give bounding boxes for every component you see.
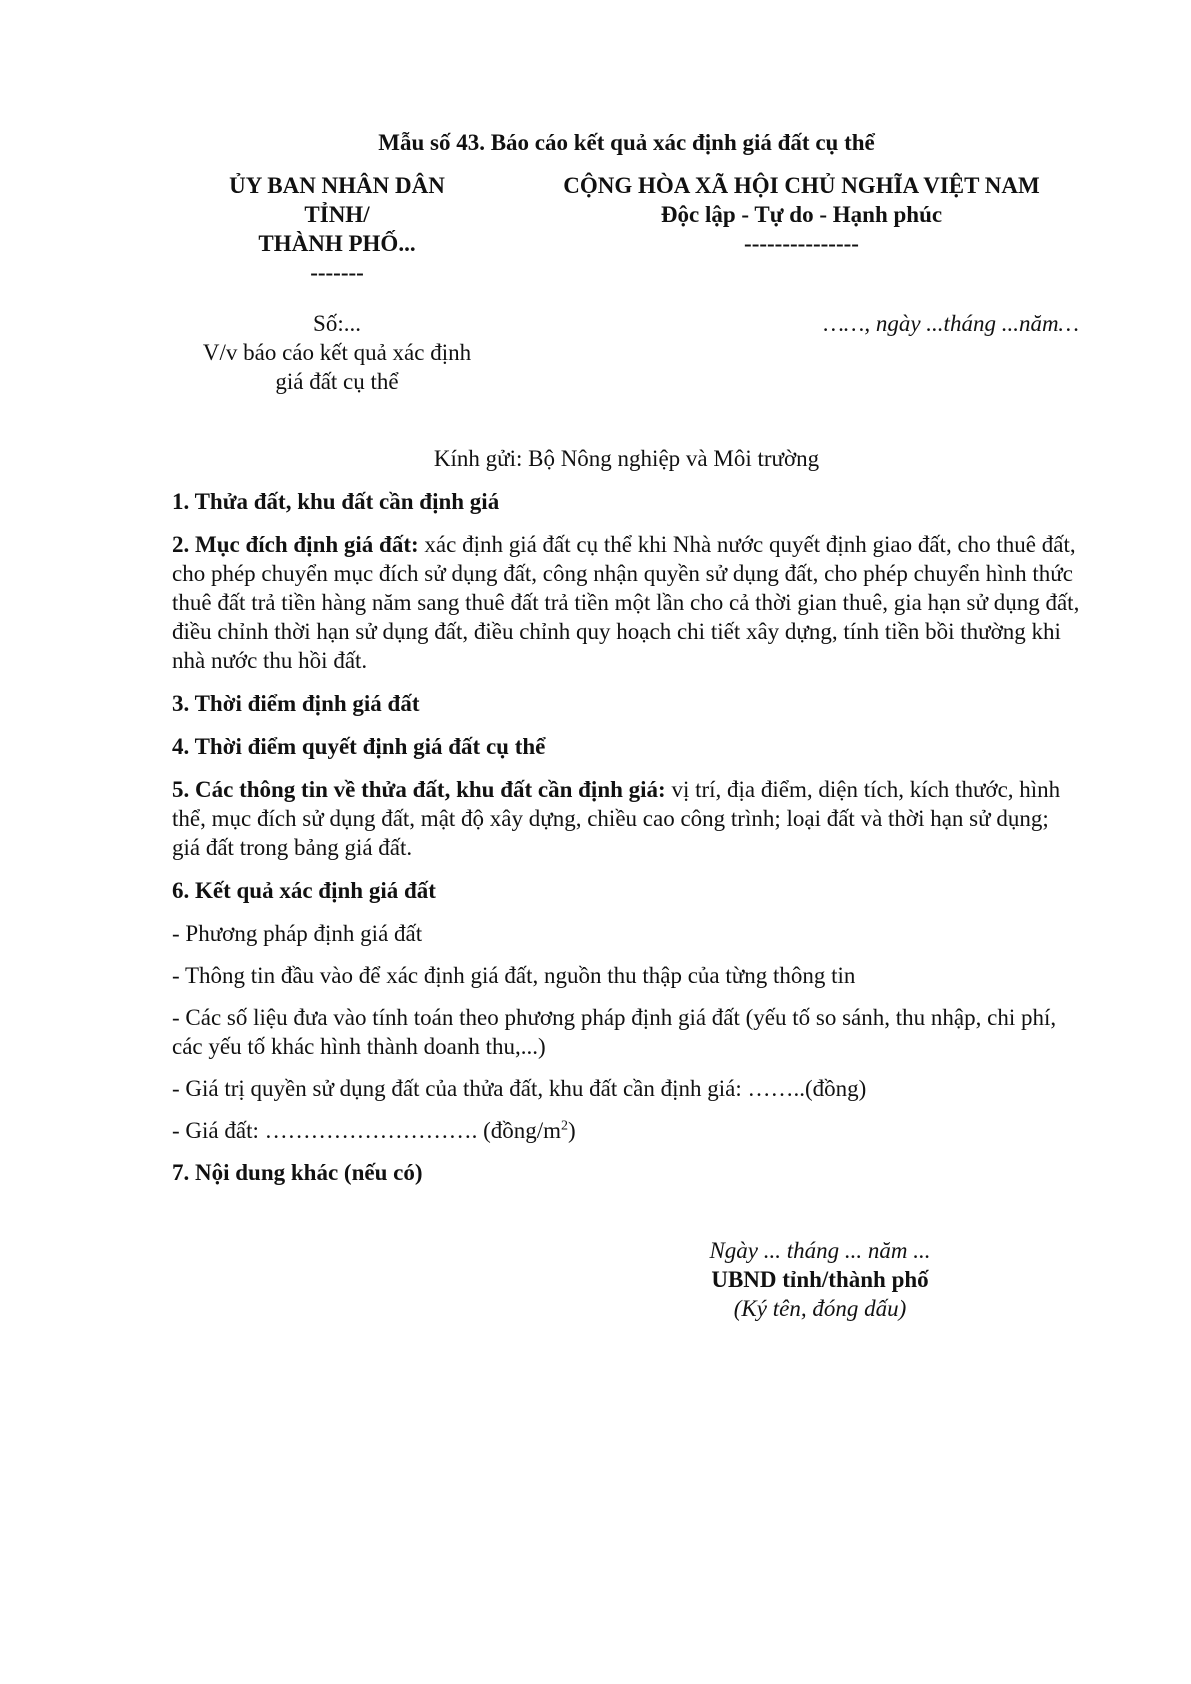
section-6-heading: 6. Kết quả xác định giá đất	[172, 878, 436, 903]
meta-block	[172, 309, 1081, 396]
section-7	[172, 1158, 1081, 1187]
price-suffix: )	[568, 1118, 576, 1143]
section-6-item: - Các số liệu đưa vào tính toán theo phương pháp định giá đất (yếu tố so sánh, thu nhập, chi phí, các yếu tố khác hình thành doanh thu,...)	[172, 1005, 1057, 1059]
section-6-item: - Phương pháp định giá đất	[172, 921, 423, 946]
signature-block	[690, 1236, 950, 1323]
section-4-heading: 4. Thời điểm quyết định giá đất cụ thể	[172, 734, 546, 759]
section-5-heading: 5. Các thông tin về thửa đất, khu đất cần định giá:	[172, 777, 666, 802]
section-2-heading: 2. Mục đích định giá đất:	[172, 532, 419, 557]
document-number: Số:...	[313, 311, 361, 336]
section-2-body: xác định giá đất cụ thể khi Nhà nước quyết định giao đất, cho thuê đất, cho phép chuyển mục đích sử dụng đất, công nhận quyền sử dụng đất, cho phép chuyển hình thức thuê đất trả tiền hàng năm sang thuê đất trả tiền một lần cho cả thời gian thuê, gia hạn sử dụng đất, điều chỉnh thời hạn sử dụng đất, điều chỉnh quy hoạch chi tiết xây dựng, tính tiền bồi thường khi nhà nước thu hồi đất.	[172, 532, 1080, 673]
signature-date: Ngày ... tháng ... năm ...	[709, 1238, 931, 1263]
section-6-price-item	[172, 1116, 1081, 1145]
section-6-item: - Giá trị quyền sử dụng đất của thửa đất, khu đất cần định giá: ……..(đồng)	[172, 1076, 867, 1101]
section-6-item: - Thông tin đầu vào để xác định giá đất, nguồn thu thập của từng thông tin	[172, 963, 856, 988]
price-prefix: - Giá đất: ………………………. (đồng/m	[172, 1118, 562, 1143]
section-2	[172, 530, 1081, 675]
header-block	[172, 171, 1081, 287]
agency-rule: -------	[310, 260, 364, 285]
section-7-heading: 7. Nội dung khác (nếu có)	[172, 1160, 423, 1185]
signature-org: UBND tỉnh/thành phố	[711, 1267, 929, 1292]
republic-motto: Độc lập - Tự do - Hạnh phúc	[660, 202, 943, 227]
section-1-heading: 1. Thửa đất, khu đất cần định giá	[172, 489, 500, 514]
section-1	[172, 487, 1081, 516]
form-title: Mẫu số 43. Báo cáo kết quả xác định giá đất cụ thể	[378, 130, 875, 155]
subject-line-2: giá đất cụ thể	[275, 369, 399, 394]
section-3	[172, 689, 1081, 718]
signature-note: (Ký tên, đóng dấu)	[733, 1296, 907, 1321]
price-superscript: 2	[561, 1118, 569, 1134]
section-3-heading: 3. Thời điểm định giá đất	[172, 691, 420, 716]
place-date: ……, ngày ...tháng ...năm…	[823, 311, 1079, 336]
agency-line-1: ỦY BAN NHÂN DÂN	[229, 173, 445, 198]
recipient-line: Kính gửi: Bộ Nông nghiệp và Môi trường	[433, 446, 820, 471]
number-subject-block	[172, 309, 502, 396]
republic-block	[502, 171, 1081, 258]
section-6	[172, 876, 1081, 905]
agency-block	[172, 171, 502, 287]
agency-line-3: THÀNH PHỐ...	[258, 231, 416, 256]
agency-line-2: TỈNH/	[304, 202, 370, 227]
republic-name: CỘNG HÒA XÃ HỘI CHỦ NGHĨA VIỆT NAM	[563, 173, 1040, 198]
republic-rule: ---------------	[744, 231, 859, 256]
section-4	[172, 732, 1081, 761]
subject-line-1: V/v báo cáo kết quả xác định	[202, 340, 472, 365]
section-5	[172, 775, 1081, 862]
section-5-body: vị trí, địa điểm, diện tích, kích thước, hình thể, mục đích sử dụng đất, mật độ xây dựng, chiều cao công trình; loại đất và thời hạn sử dụng; giá đất trong bảng giá đất.	[172, 777, 1061, 860]
